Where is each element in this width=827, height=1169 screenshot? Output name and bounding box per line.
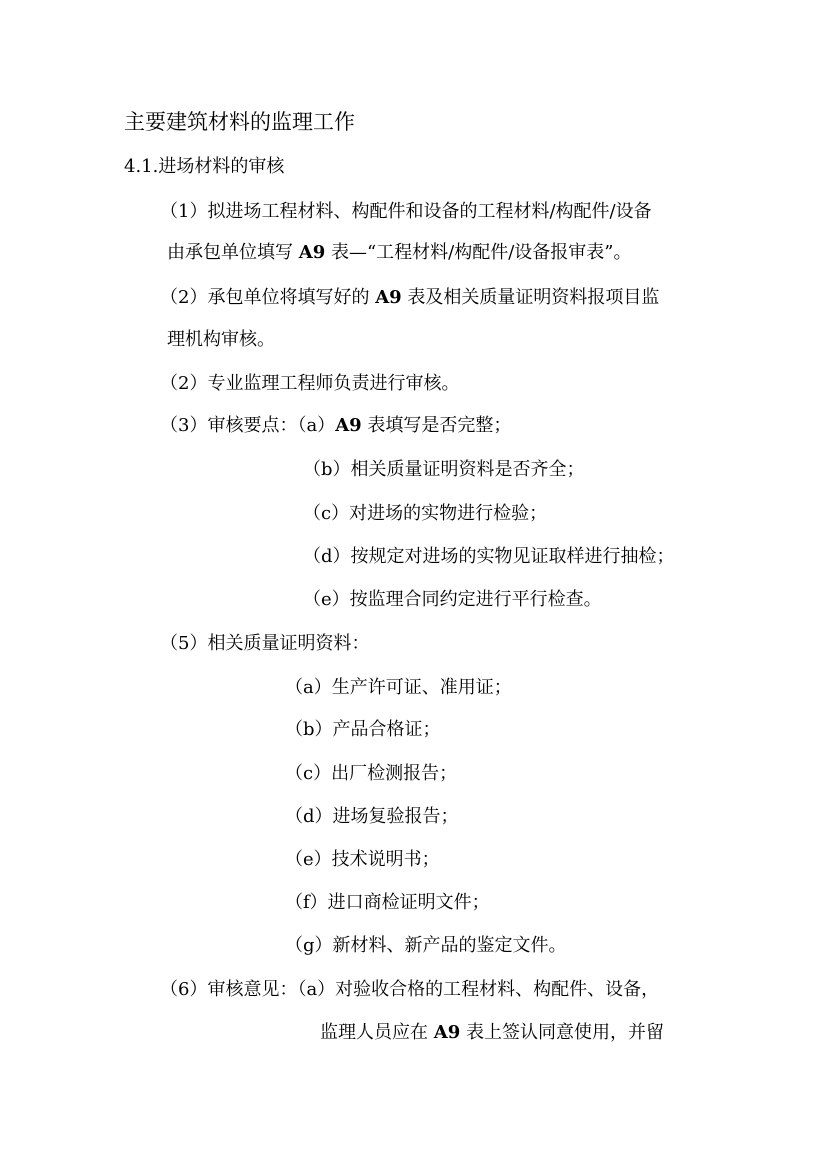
item3: （2）专业监理工程师负责进行审核。 bbox=[160, 373, 460, 394]
review-points-suffix: 表填写是否完整； bbox=[361, 415, 512, 436]
review-opinion-text-b: 表上签认同意使用，并留 bbox=[460, 1022, 664, 1043]
item1-line2 bbox=[167, 241, 632, 265]
review-points-heading bbox=[160, 414, 511, 438]
item2-line1-text-b: 表及相关质量证明资料报项目监 bbox=[401, 287, 660, 308]
item1-line1: （1）拟进场工程材料、构配件和设备的工程材料/构配件/设备 bbox=[160, 201, 652, 222]
item2-line1 bbox=[160, 286, 659, 310]
section-heading: 4.1.进场材料的审核 bbox=[124, 156, 285, 177]
supporting-docs-heading: （5）相关质量证明资料： bbox=[160, 633, 370, 654]
review-opinion-text-a: 监理人员应在 bbox=[320, 1022, 434, 1043]
item1-line2-text-b: 表—“工程材料/构配件/设备报审表”。 bbox=[325, 242, 632, 263]
supporting-doc: （e）技术说明书； bbox=[285, 849, 440, 870]
form-code-a9: A9 bbox=[298, 242, 326, 263]
form-code-a9: A9 bbox=[433, 1022, 461, 1043]
review-point: （e）按监理合同约定进行平行检查。 bbox=[303, 589, 602, 610]
supporting-doc: （f）进口商检证明文件； bbox=[285, 892, 490, 913]
document-title: 主要建筑材料的监理工作 bbox=[124, 110, 355, 134]
supporting-doc: （b）产品合格证； bbox=[285, 719, 441, 740]
review-point: （d）按规定对进场的实物见证取样进行抽检； bbox=[303, 546, 675, 567]
form-code-a9: A9 bbox=[375, 287, 402, 308]
supporting-doc: （d）进场复验报告； bbox=[285, 806, 459, 827]
supporting-doc: （g）新材料、新产品的鉴定文件。 bbox=[285, 935, 567, 956]
form-code-a9: A9 bbox=[335, 415, 362, 436]
supporting-doc: （c）出厂检测报告； bbox=[285, 763, 458, 784]
supporting-doc: （a）生产许可证、准用证； bbox=[285, 677, 512, 698]
item1-line2-text-a: 由承包单位填写 bbox=[167, 242, 299, 263]
item2-line2: 理机构审核。 bbox=[167, 329, 275, 350]
item2-line1-text-a: （2）承包单位将填写好的 bbox=[160, 287, 376, 308]
review-point: （c）对进场的实物进行检验； bbox=[303, 503, 548, 524]
review-points-prefix: （3）审核要点：（a） bbox=[160, 415, 336, 436]
review-opinion-line2 bbox=[320, 1021, 664, 1045]
review-point: （b）相关质量证明资料是否齐全； bbox=[303, 459, 585, 480]
review-opinion-line1: （6）审核意见：（a）对验收合格的工程材料、构配件、设备， bbox=[160, 979, 660, 1000]
